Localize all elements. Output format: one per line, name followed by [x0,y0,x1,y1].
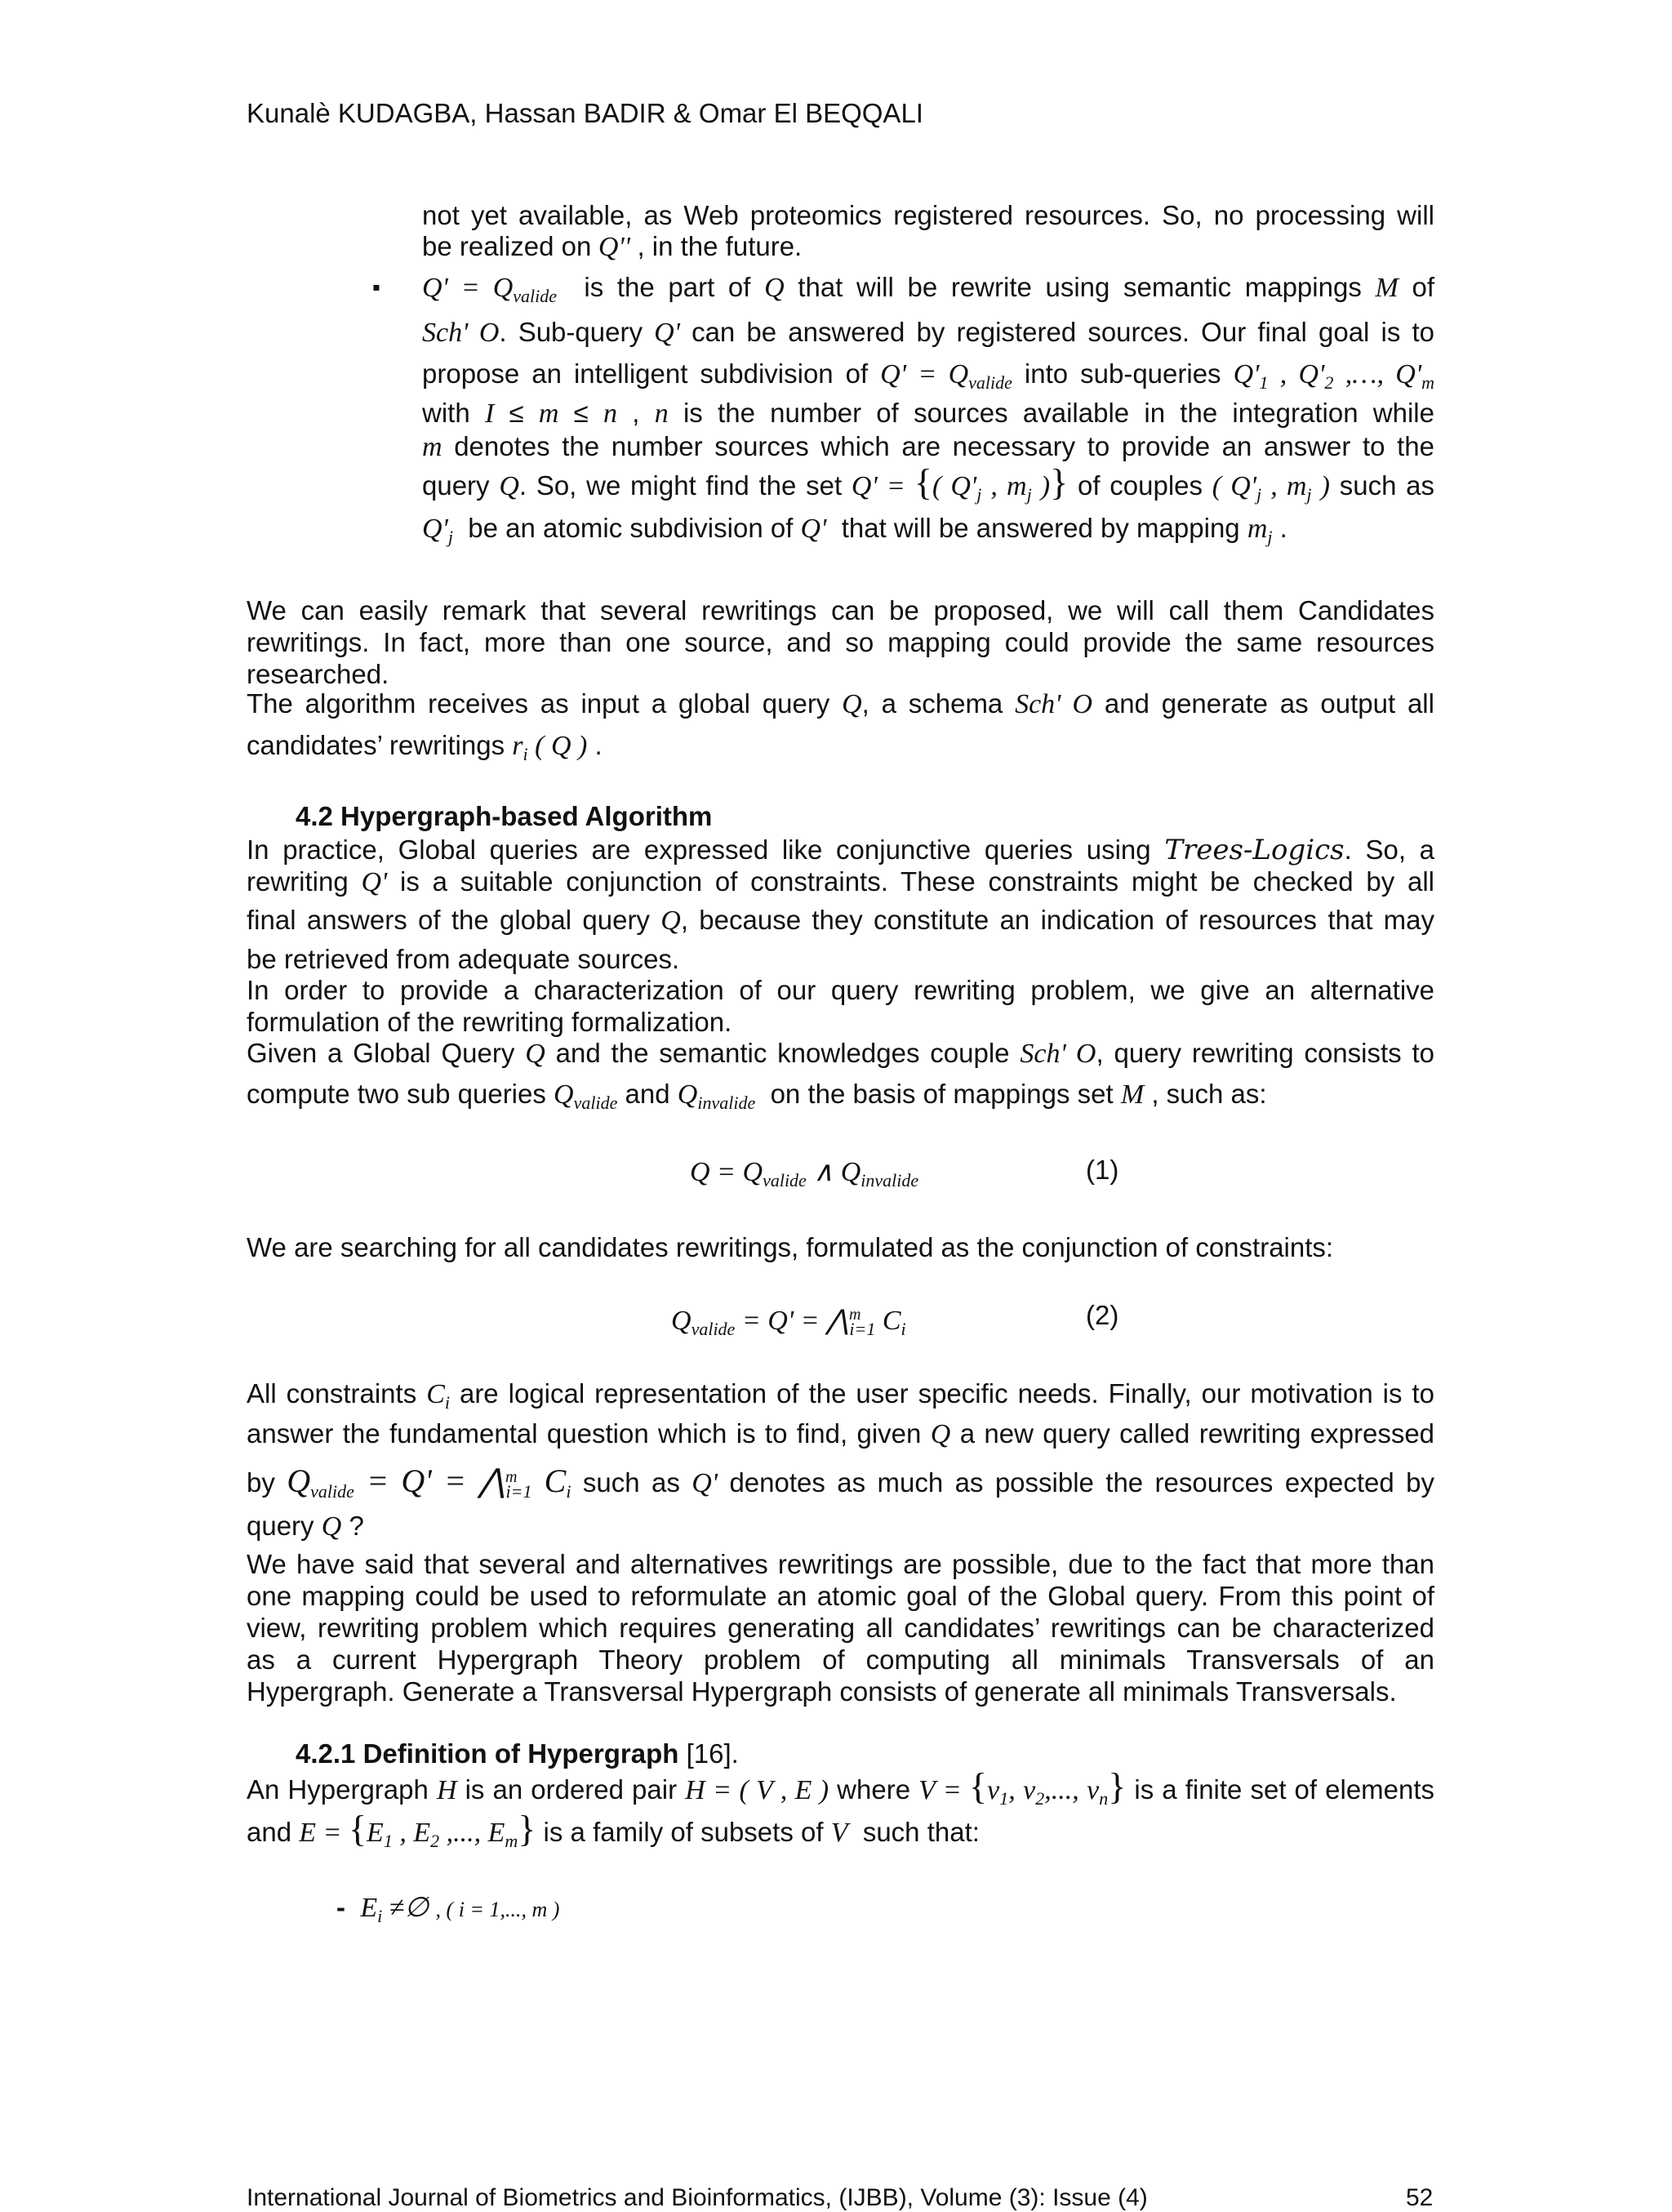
equation-1: $Q = Q_{valide}$ ∧ $Q_{invalide}$ [690,1157,919,1191]
para1-line-1: We can easily remark that several rewritings can be proposed, we will call them Candidates [247,595,1434,625]
intro-line-2: be realized on Q'' , in the future. [422,231,803,262]
para1-line-4: The algorithm receives as input a global query Q, a schema Sch' O and generate as output all [247,688,1434,719]
para4-line-1: We have said that several and alternatives rewritings are possible, due to the fact that more than [247,1549,1434,1579]
para3-line-4: query Q ? [247,1511,364,1542]
bullet-line-3: propose an intelligent subdivision of $Q' = Q_{valide}$ into sub-queries $Q'_1$ , $Q'_2$ ,…, $Q'_m$ [422,358,1434,393]
bullet-line-1: $Q' = Q_{valide}$ is the part of Q that will be rewrite using semantic mappings M of [422,272,1434,306]
para1-line-5: candidates’ rewritings $r_i$ ( Q ) . [247,730,603,764]
s42-line-4: be retrieved from adequate sources. [247,944,680,974]
intro-line-1: not yet available, as Web proteomics registered resources. So, no processing will [422,200,1434,230]
para3-line-2: answer the fundamental question which is to find, given Q a new query called rewriting expressed [247,1418,1435,1449]
footer-page-number: 52 [1406,2184,1434,2211]
para2: We are searching for all candidates rewritings, formulated as the conjunction of constraints: [247,1232,1334,1262]
equation-2: $Q_{valide} = Q'$ = ⋀$^m_{i=1}$ $C_i$ [671,1306,906,1339]
s42-line-8: compute two sub queries $Q_{valide}$ and $Q_{invalide}$ on the basis of mappings set M , such as: [247,1079,1267,1113]
para3-line-3: by $Q_{valide} = Q'$ = ⋀$^m_{i=1}$ $C_i$ such as Q' denotes as much as possible the resources expected by [247,1462,1434,1502]
equation-1-number: (1) [1086,1155,1119,1185]
s421-line-2: and $E = \{E_1$ , $E_2$ ,..., $E_m$} is a family of subsets of V such that: [247,1808,980,1851]
s42-line-5: In order to provide a characterization of our query rewriting problem, we give an alternative [247,975,1434,1005]
bullet-line-5: m denotes the number sources which are necessary to provide an answer to the [422,431,1434,462]
s42-line-7: Given a Global Query Q and the semantic knowledges couple Sch' O, query rewriting consists to [247,1038,1435,1069]
para4-line-5: Hypergraph. Generate a Transversal Hypergraph consists of generate all minimals Transversals. [247,1676,1397,1707]
para4-line-4: as a current Hypergraph Theory problem of computing all minimals Transversals of an [247,1645,1434,1675]
bullet-line-6: query Q. So, we might find the set Q' = {( $Q'_j$ , $m_j$ )} of couples ( $Q'_j$ , $m_j$ ) such as [422,461,1435,505]
para4-line-3: view, rewriting problem which requires generating all candidates’ rewritings can be characterized [247,1613,1434,1643]
running-header: Kunalè KUDAGBA, Hassan BADIR & Omar El BEQQALI [247,98,923,128]
s42-line-1: In practice, Global queries are expressed like conjunctive queries using Trees-Logics. So, a [247,834,1435,866]
s42-line-6: formulation of the rewriting formalization. [247,1007,732,1037]
para4-line-2: one mapping could be used to reformulate an atomic goal of the Global query. From this point of [247,1581,1434,1611]
condition-line: - $E_i$ ≠∅ , ( i = 1,..., m ) [336,1892,560,1926]
equation-2-number: (2) [1086,1300,1119,1330]
s42-line-3: final answers of the global query Q, because they constitute an indication of resources that may [247,905,1434,936]
bullet-marker: ▪ [372,274,380,300]
bullet-line-2: Sch' O. Sub-query Q' can be answered by registered sources. Our final goal is to [422,317,1435,348]
s42-line-2: rewriting Q' is a suitable conjunction of constraints. These constraints might be checked by all [247,866,1434,897]
para1-line-3: researched. [247,659,389,689]
s421-line-1: An Hypergraph H is an ordered pair H = ( V , E ) where $V = \{v_1$, $v_2$,..., $v_n$} is a finite set of elements [247,1765,1435,1809]
para3-line-1: All constraints $C_i$ are logical representation of the user specific needs. Finally, our motivation is to [247,1378,1434,1413]
section-heading-4-2-1: 4.2.1 Definition of Hypergraph [16]. [296,1738,739,1769]
footer-journal: International Journal of Biometrics and Bioinformatics, (IJBB), Volume (3): Issue (4) [247,2184,1148,2211]
bullet-line-7: $Q'_j$ be an atomic subdivision of Q' that will be answered by mapping $m_j$ . [422,513,1287,547]
section-heading-4-2: 4.2 Hypergraph-based Algorithm [296,801,713,831]
bullet-line-4: with I ≤ m ≤ n , n is the number of sources available in the integration while [422,398,1434,429]
para1-line-2: rewritings. In fact, more than one source, and so mapping could provide the same resources [247,627,1434,657]
